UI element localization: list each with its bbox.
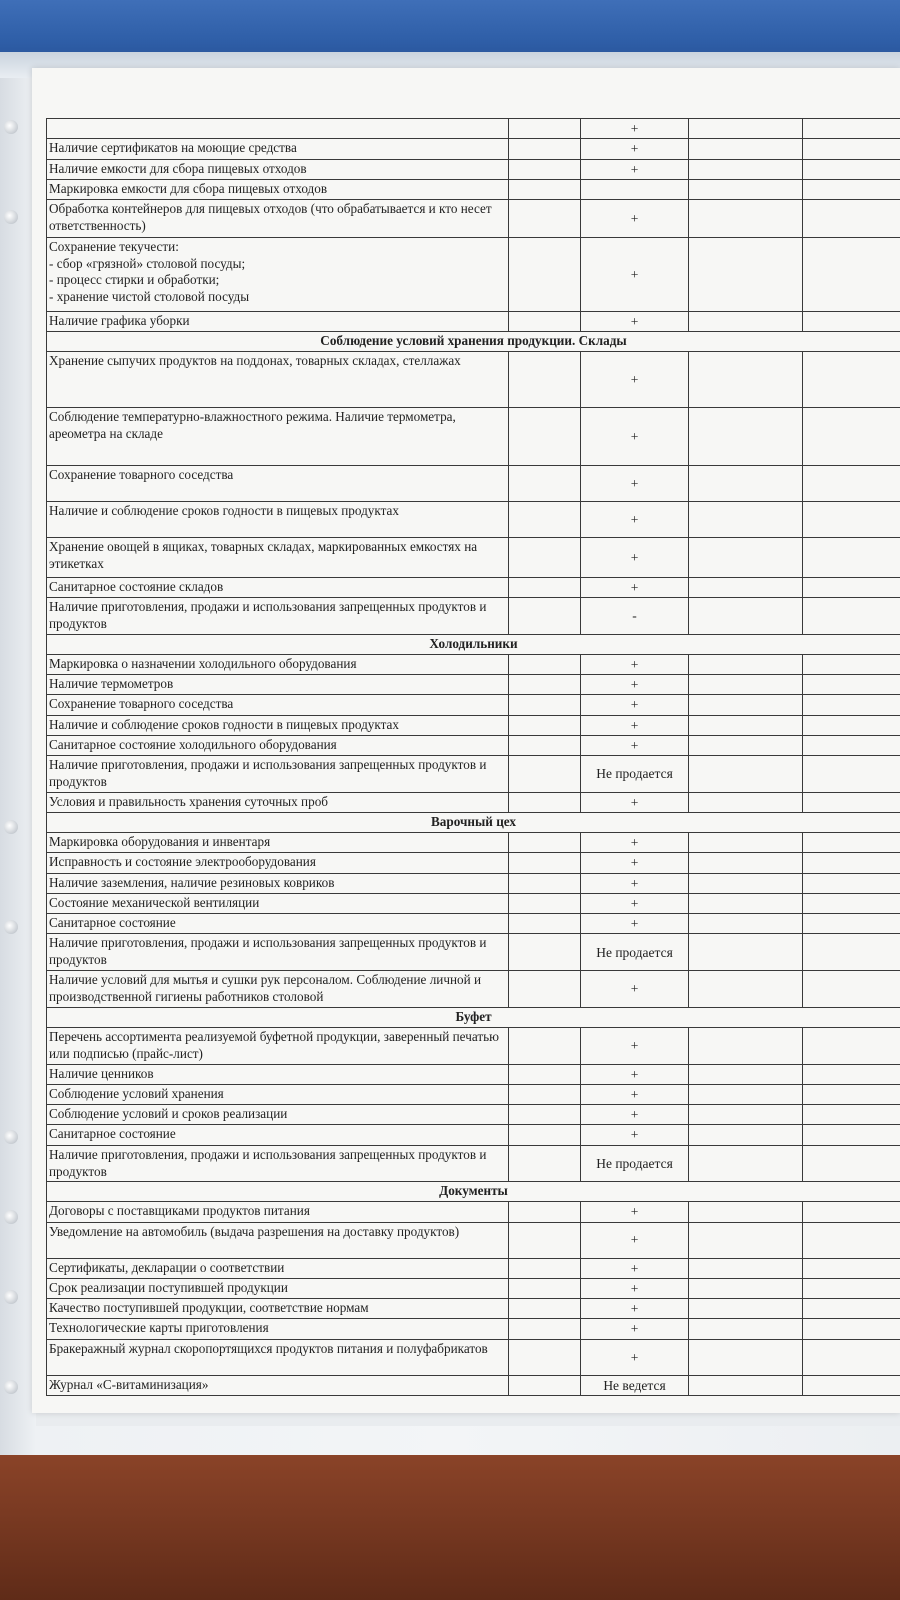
compliance-mark: + [581,159,689,179]
empty-cell [689,159,803,179]
compliance-mark: + [581,914,689,934]
empty-cell [803,756,900,793]
empty-cell [509,311,581,331]
empty-cell [509,139,581,159]
empty-cell [803,598,900,635]
criterion-label [47,119,509,139]
compliance-mark: Не продается [581,756,689,793]
empty-cell [509,1258,581,1278]
compliance-mark: Не продается [581,1145,689,1182]
criterion-label: Наличие и соблюдение сроков годности в пищевых продуктах [47,501,509,537]
empty-cell [803,1027,900,1064]
punch-hole [4,820,18,834]
section-header-row [47,1182,900,1202]
empty-cell [689,1339,803,1375]
empty-cell [509,833,581,853]
criterion-label: Хранение овощей в ящиках, товарных складах, маркированных емкостях на этикетках [47,537,509,577]
empty-cell [509,971,581,1008]
compliance-mark: + [581,675,689,695]
empty-cell [509,893,581,913]
empty-cell [689,934,803,971]
empty-cell [803,1105,900,1125]
empty-cell [689,407,803,465]
empty-cell [803,715,900,735]
section-title: Буфет [47,1007,900,1027]
empty-cell [803,139,900,159]
empty-cell [803,853,900,873]
empty-cell [689,695,803,715]
punch-hole [4,920,18,934]
criterion-label: Условия и правильность хранения суточных проб [47,792,509,812]
checklist-row [47,237,900,311]
criterion-label: Сохранение товарного соседства [47,695,509,715]
empty-cell [689,199,803,237]
compliance-mark: + [581,695,689,715]
section-title: Соблюдение условий хранения продукции. Склады [47,331,900,351]
criterion-label: Наличие приготовления, продажи и использования запрещенных продуктов и продуктов [47,1145,509,1182]
compliance-mark: + [581,1125,689,1145]
criterion-label: Соблюдение условий и сроков реализации [47,1105,509,1125]
empty-cell [689,1375,803,1395]
checklist-row [47,675,900,695]
compliance-mark: + [581,654,689,674]
empty-cell [803,1299,900,1319]
empty-cell [509,1027,581,1064]
checklist-row [47,1222,900,1258]
compliance-mark: - [581,598,689,635]
compliance-mark: + [581,139,689,159]
section-header-row [47,331,900,351]
empty-cell [689,1202,803,1222]
empty-cell [803,1202,900,1222]
empty-cell [803,179,900,199]
compliance-mark: + [581,893,689,913]
punch-hole [4,1290,18,1304]
checklist-row [47,1027,900,1064]
checklist-row [47,1064,900,1084]
empty-cell [509,695,581,715]
empty-cell [803,159,900,179]
criterion-label: Наличие и соблюдение сроков годности в пищевых продуктах [47,715,509,735]
checklist-row [47,159,900,179]
empty-cell [509,1339,581,1375]
empty-cell [509,853,581,873]
empty-cell [803,119,900,139]
empty-cell [509,179,581,199]
punch-holes [2,120,24,1420]
compliance-mark: Не продается [581,934,689,971]
compliance-mark: + [581,351,689,407]
empty-cell [509,1084,581,1104]
empty-cell [509,199,581,237]
empty-cell [689,1319,803,1339]
empty-cell [689,1064,803,1084]
checklist-row [47,465,900,501]
empty-cell [509,1202,581,1222]
empty-cell [509,407,581,465]
empty-cell [803,735,900,755]
empty-cell [803,1278,900,1298]
empty-cell [689,735,803,755]
punch-hole [4,1210,18,1224]
empty-cell [689,1299,803,1319]
empty-cell [803,833,900,853]
empty-cell [803,1375,900,1395]
empty-cell [803,1258,900,1278]
empty-cell [689,833,803,853]
checklist-row [47,735,900,755]
criterion-label: Санитарное состояние [47,914,509,934]
checklist-row [47,598,900,635]
criterion-label: Наличие емкости для сбора пищевых отходов [47,159,509,179]
empty-cell [509,1064,581,1084]
criterion-label: Наличие приготовления, продажи и использования запрещенных продуктов и продуктов [47,934,509,971]
empty-cell [689,311,803,331]
empty-cell [509,577,581,597]
compliance-mark: + [581,735,689,755]
empty-cell [803,695,900,715]
empty-cell [803,675,900,695]
section-title: Холодильники [47,634,900,654]
checklist-row [47,1084,900,1104]
empty-cell [689,853,803,873]
empty-cell [689,1222,803,1258]
empty-cell [803,465,900,501]
empty-cell [689,501,803,537]
empty-cell [509,1222,581,1258]
compliance-mark: + [581,873,689,893]
criterion-label: Наличие приготовления, продажи и использования запрещенных продуктов и продуктов [47,756,509,793]
empty-cell [689,1027,803,1064]
empty-cell [509,237,581,311]
criterion-label: Качество поступившей продукции, соответствие нормам [47,1299,509,1319]
checklist-row [47,407,900,465]
empty-cell [689,179,803,199]
empty-cell [803,893,900,913]
empty-cell [509,735,581,755]
compliance-mark: + [581,971,689,1008]
checklist-row [47,139,900,159]
criterion-label: Наличие условий для мытья и сушки рук персоналом. Соблюдение личной и производственной гигиены работников столовой [47,971,509,1008]
checklist-row [47,893,900,913]
empty-cell [803,351,900,407]
empty-cell [509,1125,581,1145]
empty-cell [509,119,581,139]
criterion-label: Исправность и состояние электрооборудования [47,853,509,873]
checklist-row [47,1105,900,1125]
checklist-row [47,1299,900,1319]
section-title: Документы [47,1182,900,1202]
checklist-row [47,501,900,537]
compliance-mark: + [581,1105,689,1125]
criterion-label: Журнал «С-витаминизация» [47,1375,509,1395]
empty-cell [803,237,900,311]
criterion-label: Хранение сыпучих продуктов на поддонах, товарных складах, стеллажах [47,351,509,407]
empty-cell [689,914,803,934]
empty-cell [689,351,803,407]
compliance-mark: + [581,119,689,139]
empty-cell [689,675,803,695]
criterion-label: Наличие приготовления, продажи и использования запрещенных продуктов и продуктов [47,598,509,635]
compliance-mark: + [581,1084,689,1104]
checklist-row [47,654,900,674]
compliance-mark: + [581,311,689,331]
checklist-row [47,1339,900,1375]
checklist-row [47,119,900,139]
criterion-label: Санитарное состояние складов [47,577,509,597]
punch-hole [4,210,18,224]
empty-cell [509,159,581,179]
criterion-label: Уведомление на автомобиль (выдача разрешения на доставку продуктов) [47,1222,509,1258]
checklist-row [47,179,900,199]
empty-cell [509,1299,581,1319]
criterion-label: Наличие сертификатов на моющие средства [47,139,509,159]
compliance-mark: + [581,407,689,465]
compliance-mark [581,179,689,199]
checklist-row [47,695,900,715]
empty-cell [689,873,803,893]
punch-hole [4,1130,18,1144]
empty-cell [509,756,581,793]
empty-cell [689,465,803,501]
compliance-mark: Не ведется [581,1375,689,1395]
empty-cell [689,139,803,159]
empty-cell [509,351,581,407]
compliance-mark: + [581,537,689,577]
criterion-label: Сохранение товарного соседства [47,465,509,501]
empty-cell [803,1084,900,1104]
empty-cell [689,756,803,793]
criterion-label: Наличие ценников [47,1064,509,1084]
criterion-label: Санитарное состояние холодильного оборудования [47,735,509,755]
empty-cell [689,971,803,1008]
checklist-row [47,1145,900,1182]
compliance-mark: + [581,853,689,873]
empty-cell [509,1105,581,1125]
empty-cell [803,934,900,971]
empty-cell [803,873,900,893]
empty-cell [803,311,900,331]
punch-hole [4,1380,18,1394]
empty-cell [509,715,581,735]
compliance-mark: + [581,1027,689,1064]
empty-cell [689,715,803,735]
compliance-mark: + [581,577,689,597]
empty-cell [689,792,803,812]
compliance-mark: + [581,1258,689,1278]
empty-cell [689,654,803,674]
empty-cell [689,537,803,577]
criterion-label: Срок реализации поступившей продукции [47,1278,509,1298]
compliance-mark: + [581,1202,689,1222]
compliance-mark: + [581,199,689,237]
compliance-mark: + [581,1319,689,1339]
empty-cell [803,199,900,237]
empty-cell [509,934,581,971]
empty-cell [803,654,900,674]
empty-cell [803,914,900,934]
wooden-desk [0,1455,900,1600]
checklist-row [47,537,900,577]
empty-cell [803,407,900,465]
empty-cell [509,1278,581,1298]
compliance-mark: + [581,1339,689,1375]
checklist-row [47,715,900,735]
checklist-row [47,199,900,237]
empty-cell [509,675,581,695]
empty-cell [803,1145,900,1182]
checklist-row [47,1125,900,1145]
empty-cell [803,792,900,812]
empty-cell [689,1105,803,1125]
empty-cell [509,1375,581,1395]
checklist-row [47,971,900,1008]
empty-cell [689,598,803,635]
empty-cell [689,1145,803,1182]
compliance-mark: + [581,833,689,853]
empty-cell [509,873,581,893]
criterion-label: Санитарное состояние [47,1125,509,1145]
checklist-body [47,119,900,1396]
criterion-label: Состояние механической вентиляции [47,893,509,913]
criterion-label: Маркировка оборудования и инвентаря [47,833,509,853]
empty-cell [689,1278,803,1298]
criterion-label: Перечень ассортимента реализуемой буфетной продукции, заверенный печатью или подписью (прайс-лист) [47,1027,509,1064]
empty-cell [509,537,581,577]
section-header-row [47,813,900,833]
checklist-row [47,853,900,873]
criterion-label: Обработка контейнеров для пищевых отходов (что обрабатывается и кто несет ответственность) [47,199,509,237]
criterion-label: Сертификаты, декларации о соответствии [47,1258,509,1278]
empty-cell [803,1319,900,1339]
checklist-row [47,577,900,597]
criterion-label: Технологические карты приготовления [47,1319,509,1339]
empty-cell [803,1064,900,1084]
compliance-mark: + [581,1278,689,1298]
empty-cell [509,792,581,812]
empty-cell [689,119,803,139]
criterion-label: Наличие термометров [47,675,509,695]
section-header-row [47,1007,900,1027]
empty-cell [509,914,581,934]
compliance-mark: + [581,237,689,311]
criterion-label: Договоры с поставщиками продуктов питания [47,1202,509,1222]
empty-cell [509,654,581,674]
compliance-mark: + [581,501,689,537]
empty-cell [689,577,803,597]
section-title: Варочный цех [47,813,900,833]
checklist-row [47,792,900,812]
criterion-label: Соблюдение условий хранения [47,1084,509,1104]
empty-cell [689,1258,803,1278]
checklist-row [47,1278,900,1298]
empty-cell [803,501,900,537]
criterion-label: Маркировка емкости для сбора пищевых отходов [47,179,509,199]
checklist-row [47,934,900,971]
checklist-row [47,1375,900,1395]
criterion-label: Наличие графика уборки [47,311,509,331]
compliance-mark: + [581,1299,689,1319]
inspection-checklist-table [46,118,900,1396]
criterion-label: Бракеражный журнал скоропортящихся продуктов питания и полуфабрикатов [47,1339,509,1375]
empty-cell [803,1125,900,1145]
checklist-row [47,351,900,407]
empty-cell [689,1084,803,1104]
empty-cell [689,237,803,311]
checklist-row [47,1319,900,1339]
empty-cell [509,1319,581,1339]
empty-cell [509,465,581,501]
compliance-mark: + [581,1064,689,1084]
criterion-label: Сохранение текучести: - сбор «грязной» столовой посуды; - процесс стирки и обработки; - хранение чистой столовой посуды [47,237,509,311]
compliance-mark: + [581,715,689,735]
checklist-row [47,914,900,934]
empty-cell [509,501,581,537]
empty-cell [803,971,900,1008]
empty-cell [803,1222,900,1258]
criterion-label: Соблюдение температурно-влажностного режима. Наличие термометра, ареометра на складе [47,407,509,465]
empty-cell [509,598,581,635]
checklist-row [47,311,900,331]
empty-cell [803,537,900,577]
empty-cell [803,577,900,597]
compliance-mark: + [581,1222,689,1258]
checklist-row [47,1258,900,1278]
section-header-row [47,634,900,654]
criterion-label: Наличие заземления, наличие резиновых ковриков [47,873,509,893]
checklist-row [47,873,900,893]
criterion-label: Маркировка о назначении холодильного оборудования [47,654,509,674]
punch-hole [4,120,18,134]
checklist-row [47,833,900,853]
empty-cell [803,1339,900,1375]
checklist-row [47,1202,900,1222]
empty-cell [509,1145,581,1182]
empty-cell [689,893,803,913]
checklist-row [47,756,900,793]
compliance-mark: + [581,792,689,812]
compliance-mark: + [581,465,689,501]
empty-cell [689,1125,803,1145]
